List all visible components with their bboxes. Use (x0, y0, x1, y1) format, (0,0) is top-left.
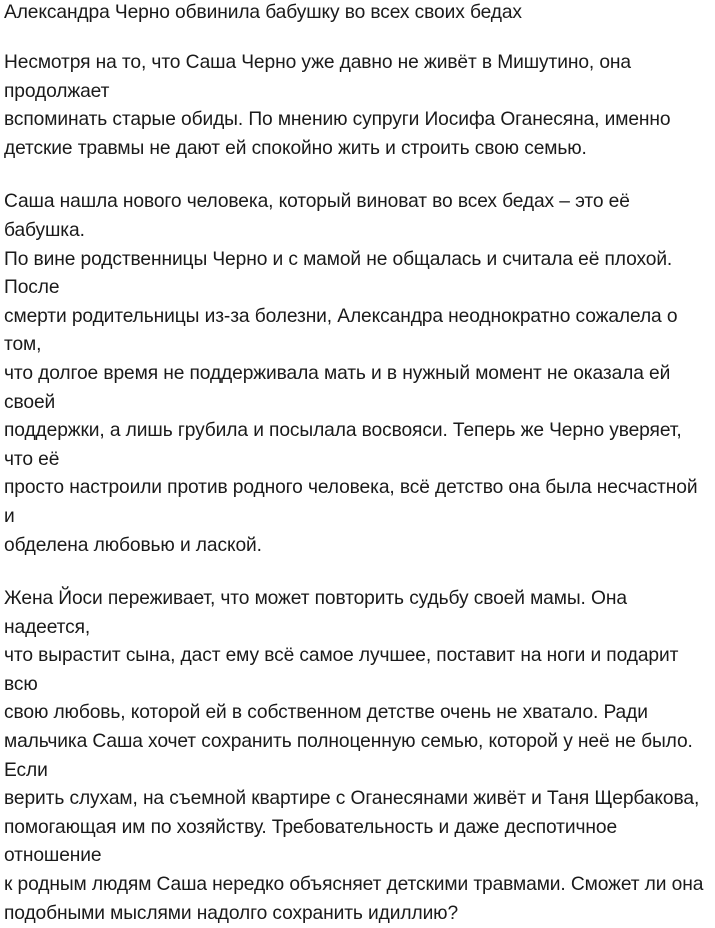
paragraph-line: Жена Йоси переживает, что может повторить судьбу своей мамы. Она надеется, (4, 588, 627, 638)
paragraph-line: детские травмы не дают ей спокойно жить и строить свою семью. (4, 137, 587, 159)
article (4, 0, 712, 928)
article-paragraph-3 (4, 585, 712, 928)
paragraph-line: верить слухам, на съемной квартире с Оганесянами живёт и Таня Щербакова, (4, 788, 700, 810)
paragraph-line: что вырастит сына, даст ему всё самое лучшее, поставит на ноги и подарит всю (4, 645, 679, 695)
paragraph-line: к родным людям Саша нередко объясняет детскими травмами. Сможет ли она (4, 874, 704, 896)
paragraph-line: поддержки, а лишь грубила и посылала восвояси. Теперь же Черно уверяет, что её (4, 420, 682, 470)
paragraph-line: вспоминать старые обиды. По мнению супруги Иосифа Оганесяна, именно (4, 109, 671, 131)
paragraph-line: помогающая им по хозяйству. Требовательность и даже деспотичное отношение (4, 816, 618, 867)
article-title: Александра Черно обвинила бабушку во всех своих бедах (4, 2, 522, 23)
paragraph-line: обделена любовью и лаской. (4, 534, 262, 556)
paragraph-line: подобными мыслями надолго сохранить идиллию? (4, 902, 459, 924)
paragraph-line: что долгое время не поддерживала мать и в нужный момент не оказала ей своей (4, 362, 671, 413)
paragraph-line: мальчика Саша хочет сохранить полноценную семью, которой у неё не было. Если (4, 731, 693, 781)
paragraph-line: свою любовь, которой ей в собственном детстве очень не хватало. Ради (4, 702, 648, 724)
paragraph-line: смерти родительницы из-за болезни, Александра неоднократно сожалела о том, (4, 305, 678, 356)
paragraph-line: По вине родственницы Черно и с мамой не общалась и считала её плохой. После (4, 248, 673, 299)
paragraph-line: просто настроили против родного человека, всё детство она была несчастной и (4, 477, 698, 527)
paragraph-line: Несмотря на то, что Саша Черно уже давно не живёт в Мишутино, она продолжает (4, 52, 631, 102)
article-paragraph-1 (4, 49, 712, 163)
article-paragraph-2 (4, 188, 712, 560)
paragraph-line: Саша нашла нового человека, который виноват во всех бедах – это её бабушка. (4, 191, 630, 241)
